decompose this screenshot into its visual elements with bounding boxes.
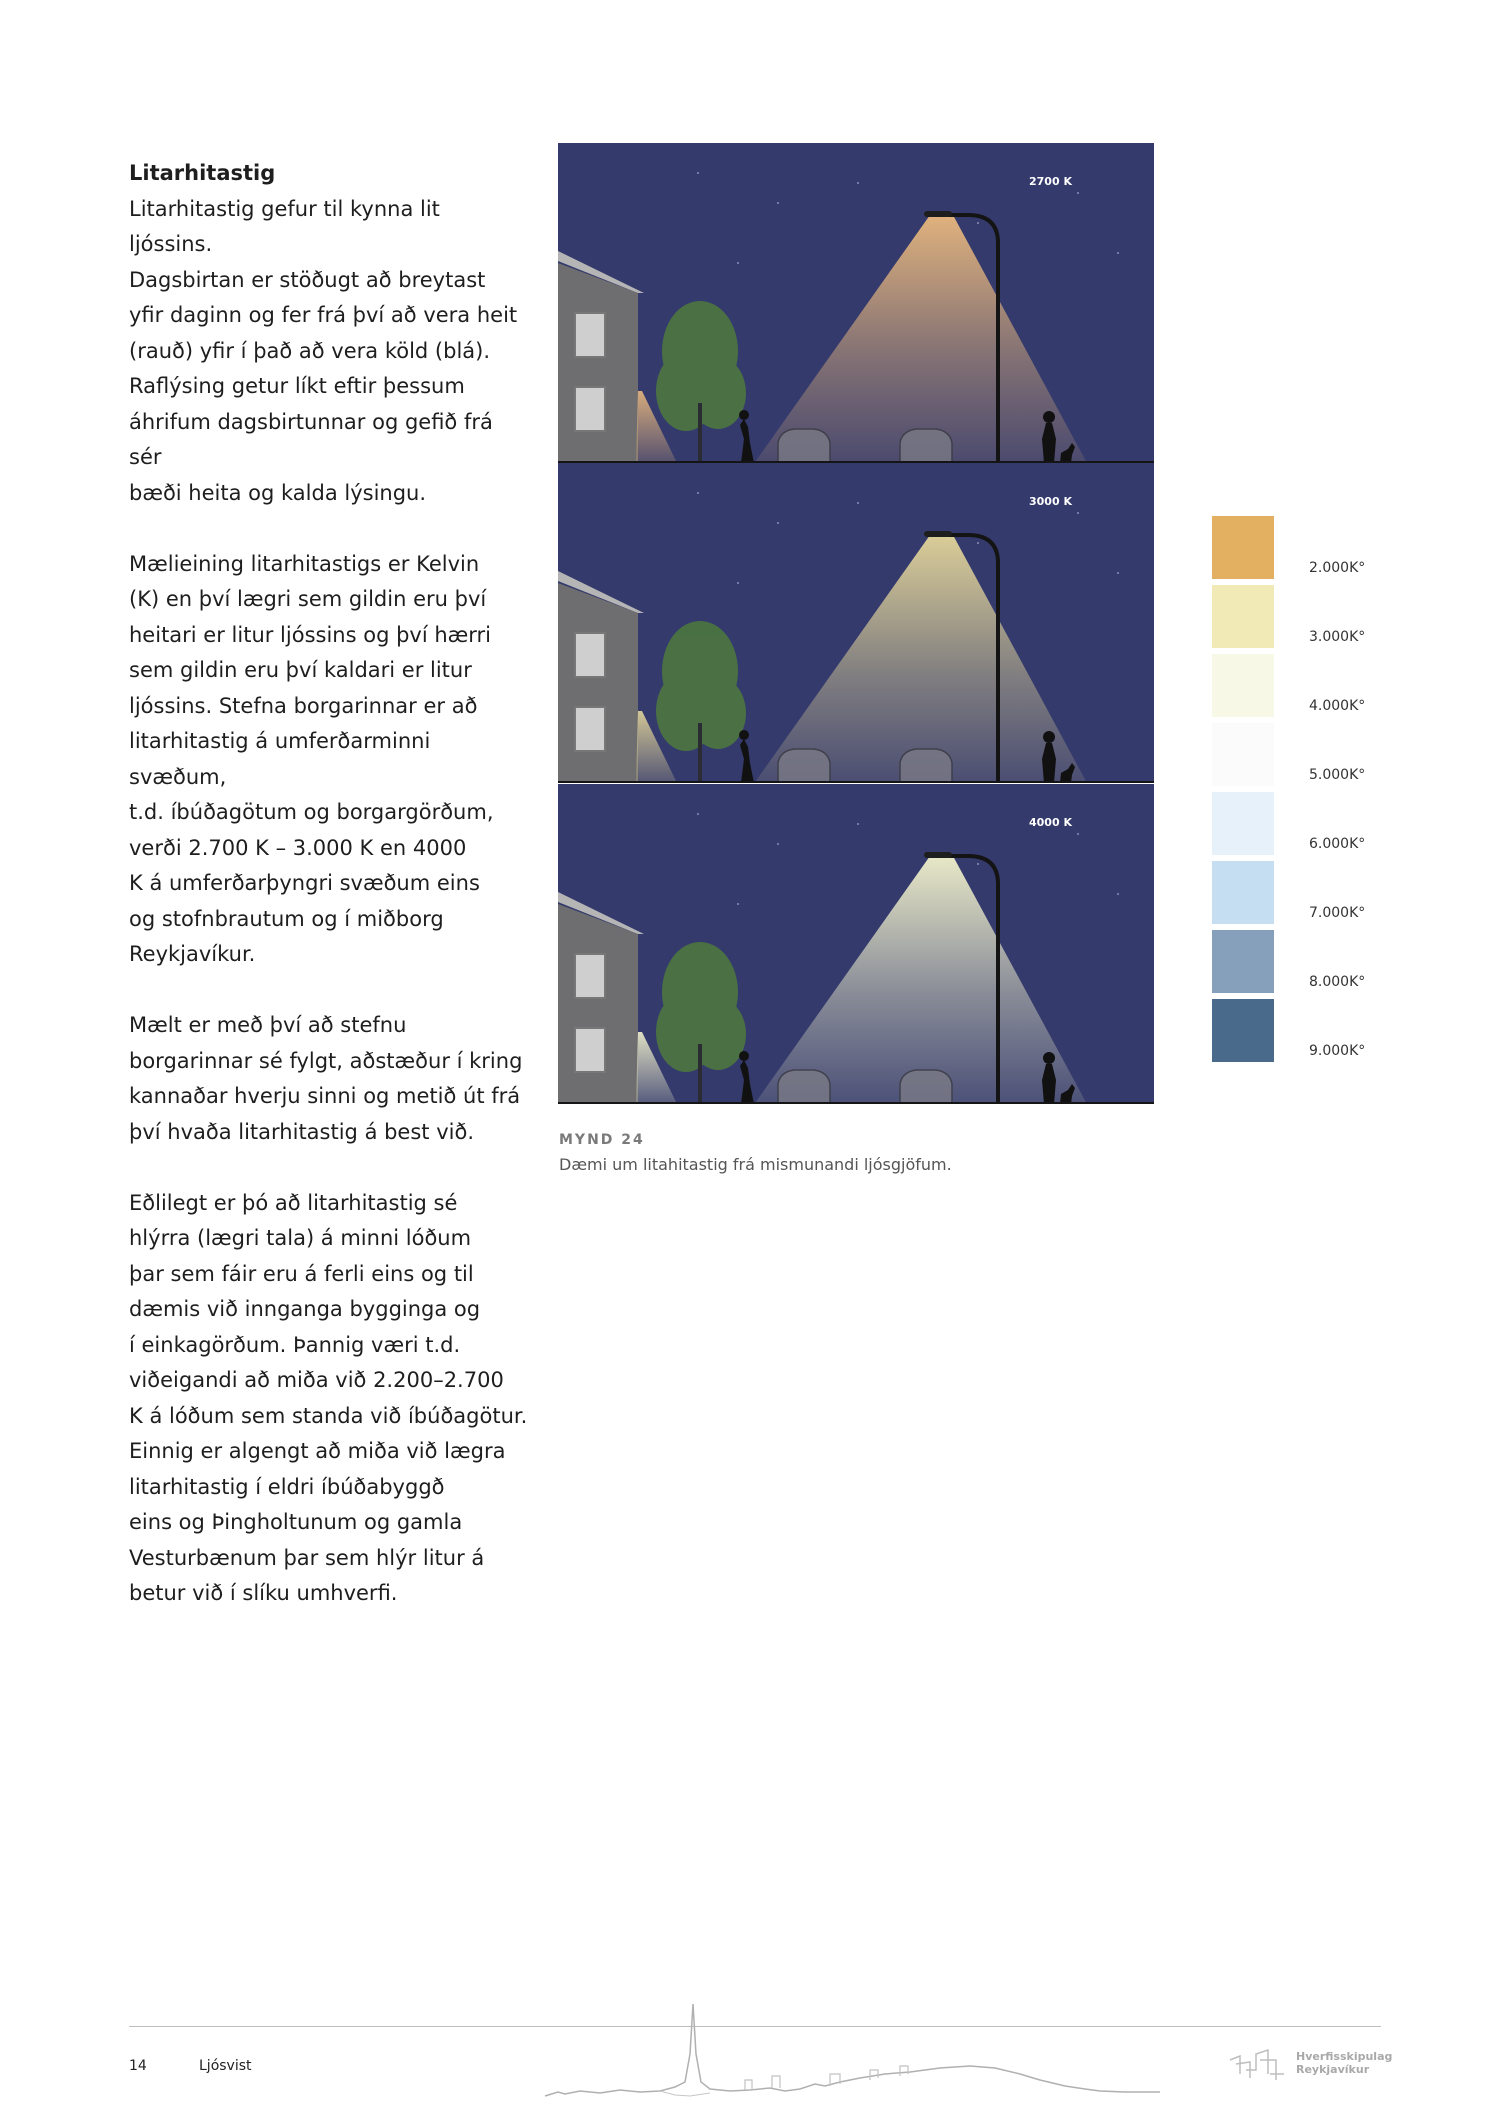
car-right bbox=[900, 749, 952, 783]
scale-row bbox=[1212, 930, 1392, 999]
skyline-illustration bbox=[540, 1994, 1170, 2104]
scale-label: 5.000K° bbox=[1309, 767, 1366, 783]
car-left bbox=[778, 1070, 830, 1104]
panel-temperature-label: 3000 K bbox=[1029, 495, 1072, 508]
scale-label: 9.000K° bbox=[1309, 1043, 1366, 1059]
scale-row bbox=[1212, 654, 1392, 723]
panel-temperature-label: 2700 K bbox=[1029, 175, 1072, 188]
car-left bbox=[778, 749, 830, 783]
scale-swatch bbox=[1212, 516, 1274, 579]
scale-row bbox=[1212, 792, 1392, 861]
scale-swatch bbox=[1212, 654, 1274, 717]
paragraph-recommendation: Eðlilegt er þó að litarhitastig sé hlýrra (lægri tala) á minni lóðum þar sem fáir eru á ferli eins og til dæmis við innganga bygginga og í einkagörðum. Þannig væri t.d. viðeigandi að miða við 2.200–2.700 K á lóðum sem standa við íbúðagötur. Einnig er algengt að miða við lægra litarhitastig í eldri íbúðabyggð eins og Þingholtunum og gamla Vesturbænum þar sem hlýr litur á betur við í slíku umhverfi. bbox=[129, 1190, 528, 1605]
scale-swatch bbox=[1212, 585, 1274, 648]
section-name: Ljósvist bbox=[199, 2058, 252, 2074]
caption-text: Dæmi um litahitastig frá mismunandi ljósgjöfum. bbox=[559, 1155, 952, 1174]
color-temperature-scale bbox=[1212, 516, 1392, 1068]
logo-line-1: Hverfisskipulag bbox=[1296, 2050, 1393, 2063]
scale-label: 3.000K° bbox=[1309, 629, 1366, 645]
paragraph-kelvin: Mælieining litarhitastigs er Kelvin (K) en því lægri sem gildin eru því heitari er litur ljóssins og því hærri sem gildin eru því kaldari er litur ljóssins. Stefna borgarinnar er að litarhitastig á umferðarminni svæðum, t.d. íbúðagötum og borgargörðum, verði 2.700 K – 3.000 K en 4000 K á umferðarþyngri svæðum eins og stofnbrautum og í miðborg Reykjavíkur. bbox=[129, 551, 494, 966]
logo-mark-icon bbox=[1226, 2044, 1290, 2084]
scale-row bbox=[1212, 999, 1392, 1068]
lighting-panel bbox=[558, 143, 1154, 463]
logo-text bbox=[1296, 2050, 1392, 2076]
scale-swatch bbox=[1212, 999, 1274, 1062]
scale-swatch bbox=[1212, 723, 1274, 786]
scale-row bbox=[1212, 723, 1392, 792]
scale-swatch bbox=[1212, 930, 1274, 993]
hverfisskipulag-logo bbox=[1226, 2044, 1393, 2084]
figure-caption bbox=[559, 1128, 1179, 1178]
scale-swatch bbox=[1212, 861, 1274, 924]
section-heading: Litarhitastig bbox=[129, 161, 276, 185]
caption-label: MYND 24 bbox=[559, 1132, 645, 1148]
scale-label: 4.000K° bbox=[1309, 698, 1366, 714]
car-right bbox=[900, 1070, 952, 1104]
paragraph-intro: Litarhitastig gefur til kynna lit ljóssins. Dagsbirtan er stöðugt að breytast yfir daginn og fer frá því að vera heit (rauð) yfir í það að vera köld (blá). Raflýsing getur líkt eftir þessum áhrifum dagsbirtunnar og gefið frá sér bæði heita og kalda lýsingu. bbox=[129, 196, 518, 505]
scale-row bbox=[1212, 516, 1392, 585]
car-left bbox=[778, 429, 830, 463]
scale-label: 8.000K° bbox=[1309, 974, 1366, 990]
panel-temperature-label: 4000 K bbox=[1029, 816, 1072, 829]
body-text-column bbox=[129, 156, 529, 1647]
scale-row bbox=[1212, 585, 1392, 654]
logo-line-2: Reykjavíkur bbox=[1296, 2063, 1370, 2076]
paragraph-policy: Mælt er með því að stefnu borgarinnar sé fylgt, aðstæður í kring kannaðar hverju sinni og metið út frá því hvaða litarhitastig á best við. bbox=[129, 1013, 523, 1144]
street-lighting-figure bbox=[558, 143, 1154, 1104]
page-number: 14 bbox=[129, 2058, 147, 2074]
scale-row bbox=[1212, 861, 1392, 930]
scale-swatch bbox=[1212, 792, 1274, 855]
scale-label: 2.000K° bbox=[1309, 560, 1366, 576]
car-right bbox=[900, 429, 952, 463]
lighting-panel bbox=[558, 784, 1154, 1104]
scale-label: 7.000K° bbox=[1309, 905, 1366, 921]
lighting-panel bbox=[558, 463, 1154, 783]
scale-label: 6.000K° bbox=[1309, 836, 1366, 852]
